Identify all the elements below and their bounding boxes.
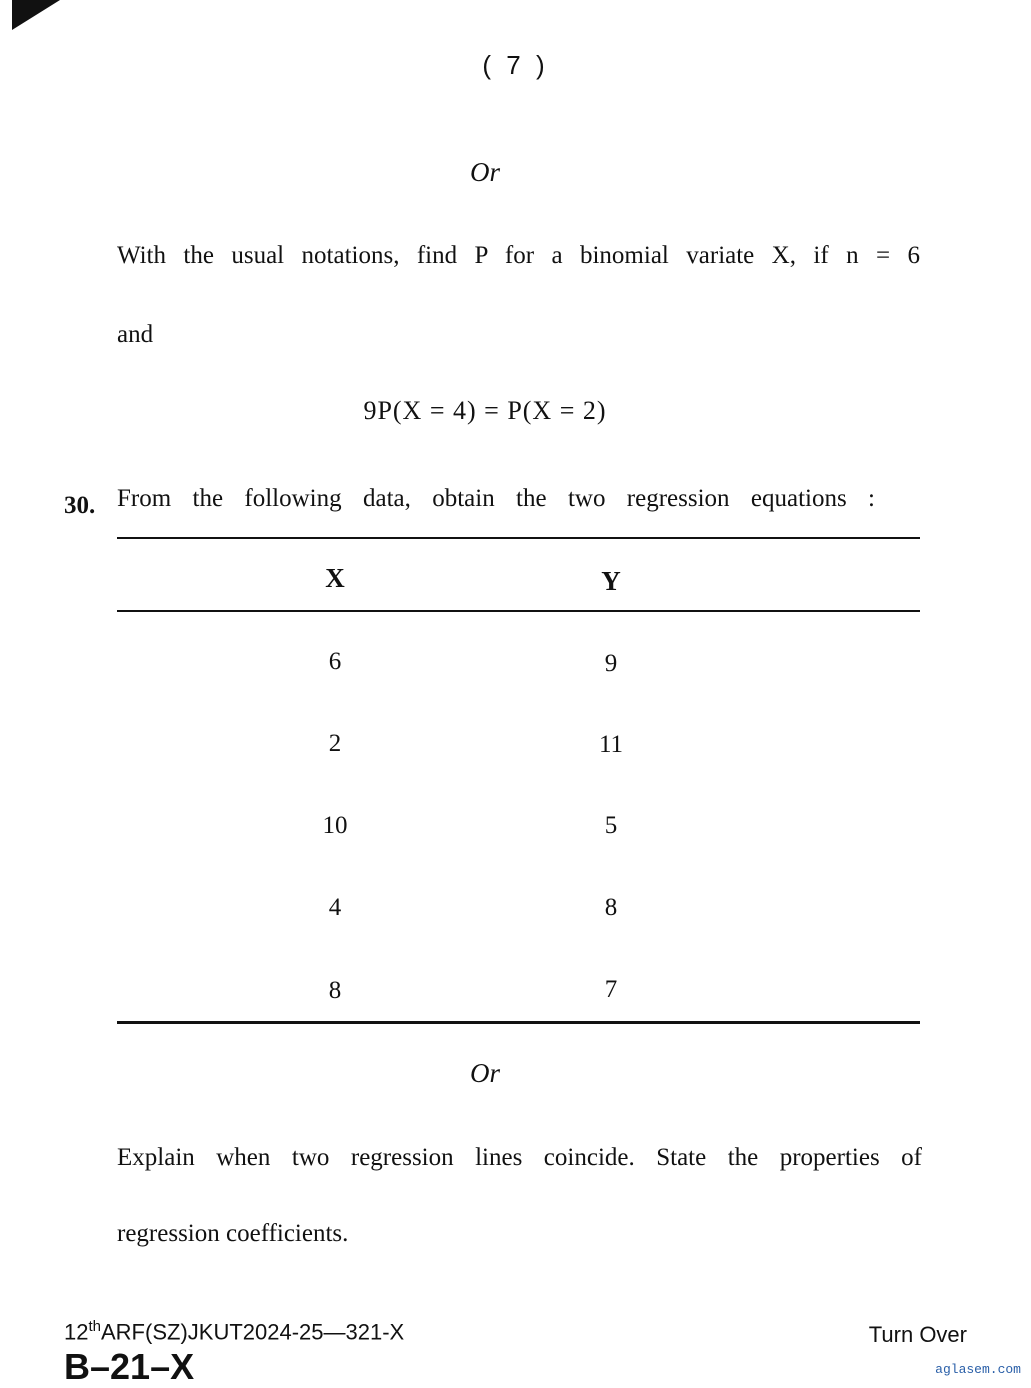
table-cell-y: 11	[598, 731, 624, 758]
or-separator-top: Or	[469, 157, 500, 187]
turn-over-label: Turn Over	[868, 1322, 967, 1347]
question-30-prompt: From the following data, obtain the two regression equations :	[117, 485, 875, 512]
table-cell-y: 7	[604, 976, 618, 1003]
table-cell-y: 5	[604, 812, 618, 839]
binomial-equation: 9P(X = 4) = P(X = 2)	[363, 396, 607, 425]
paper-code-prefix: 12	[64, 1319, 89, 1345]
table-header-y: Y	[601, 566, 621, 596]
question-30-number: 30.	[64, 492, 96, 519]
paper-code	[64, 1318, 404, 1345]
question-29-alt-line2: and	[117, 321, 154, 348]
table-cell-x: 10	[322, 812, 348, 839]
paper-code-sup: th	[88, 1318, 101, 1335]
table-header-x: X	[325, 563, 345, 593]
corner-mark	[12, 0, 60, 30]
series-code: B–21–X	[64, 1346, 195, 1387]
table-top-rule	[117, 537, 920, 539]
question-29-alt-line1: With the usual notations, find P for a binomial variate X, if n = 6	[117, 242, 920, 269]
table-cell-x: 6	[328, 648, 342, 675]
or-separator-bottom: Or	[469, 1058, 500, 1088]
watermark: aglasem.com	[935, 1362, 1021, 1377]
table-cell-y: 8	[604, 894, 618, 921]
table-cell-x: 2	[328, 730, 342, 757]
table-cell-x: 8	[328, 977, 342, 1004]
question-30-alt-line2: regression coefficients.	[117, 1220, 349, 1247]
table-header-rule	[117, 610, 920, 612]
table-bottom-rule	[117, 1021, 920, 1024]
page-number: ( 7 )	[482, 50, 549, 80]
table-cell-y: 9	[604, 650, 618, 677]
table-cell-x: 4	[328, 894, 342, 921]
paper-code-rest: ARF(SZ)JKUT2024-25—321-X	[101, 1319, 405, 1345]
question-30-alt-line1: Explain when two regression lines coincide. State the properties of	[117, 1144, 922, 1171]
